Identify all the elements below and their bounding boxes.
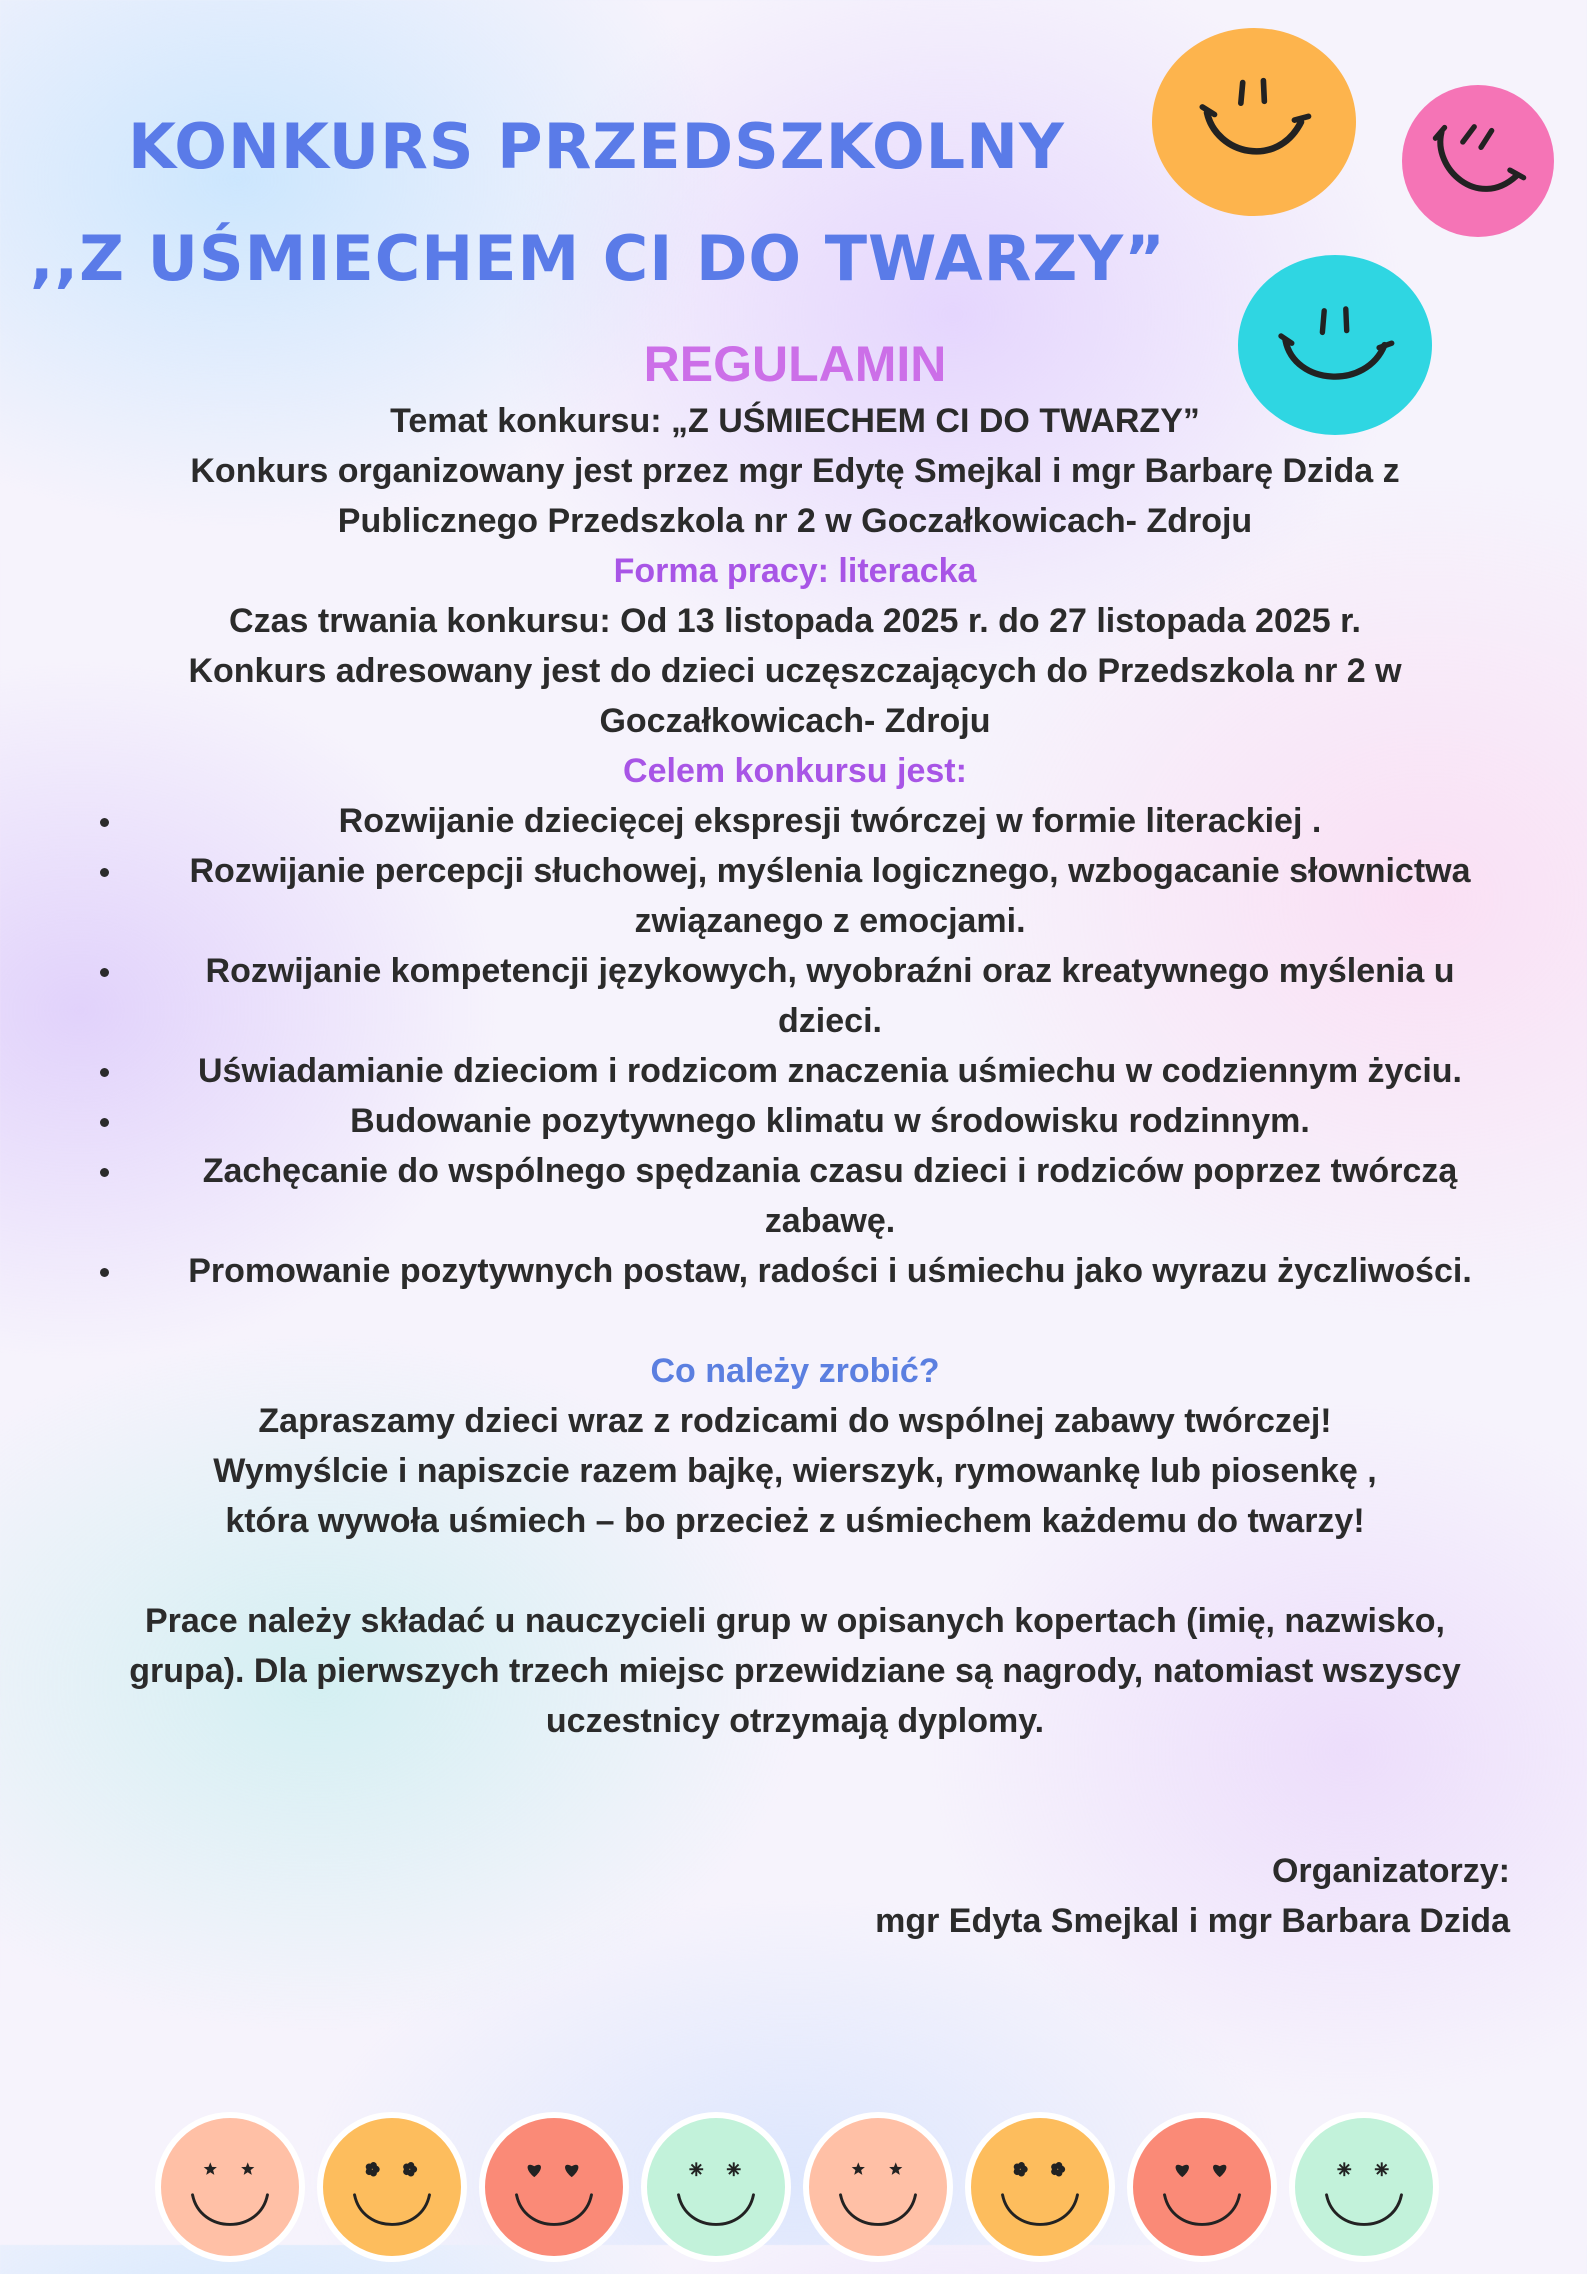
- organized-by: Konkurs organizowany jest przez mgr Edytę Smejkal i mgr Barbarę Dzida z Publicznego Przedszkola nr 2 w Goczałkowicach- Zdroju: [190, 452, 1400, 540]
- target-audience: Konkurs adresowany jest do dzieci uczęszczających do Przedszkola nr 2 w Goczałkowicach- Zdroju: [188, 652, 1402, 740]
- orange-smiley-icon: [1152, 28, 1356, 216]
- goal-item: Zachęcanie do wspólnego spędzania czasu dzieci i rodziców poprzez twórczą zabawę.: [80, 1146, 1510, 1246]
- coral-heart-eyes-smiley-icon: [1127, 2112, 1277, 2262]
- goals-heading: Celem konkursu jest:: [623, 752, 967, 790]
- pink-smiley-icon: [1402, 85, 1554, 237]
- contest-duration: Czas trwania konkursu: Od 13 listopada 2025 r. do 27 listopada 2025 r.: [229, 602, 1361, 640]
- goals-list: [80, 796, 1510, 1296]
- coral-heart-eyes-smiley-icon: [479, 2112, 629, 2262]
- work-form: Forma pracy: literacka: [613, 552, 977, 590]
- goal-item: Budowanie pozytywnego klimatu w środowisku rodzinnym.: [80, 1096, 1510, 1146]
- todo-line: Wymyślcie i napiszcie razem bajkę, wierszyk, rymowankę lub piosenkę ,: [213, 1452, 1377, 1490]
- title-line-2: ,,Z UŚMIECHEM CI DO TWARZY”: [30, 222, 1166, 295]
- organizers-names: mgr Edyta Smejkal i mgr Barbara Dzida: [875, 1902, 1510, 1940]
- todo-heading: Co należy zrobić?: [650, 1352, 940, 1390]
- peach-starry-eyes-smiley-icon: [803, 2112, 953, 2262]
- title-line-1: KONKURS PRZEDSZKOLNY: [128, 110, 1065, 183]
- goal-item: Uświadamianie dzieciom i rodzicom znaczenia uśmiechu w codziennym życiu.: [80, 1046, 1510, 1096]
- organizers-label: Organizatorzy:: [1271, 1852, 1510, 1890]
- orange-flower-eyes-smiley-icon: [317, 2112, 467, 2262]
- orange-flower-eyes-smiley-icon: [965, 2112, 1115, 2262]
- mint-sparkle-eyes-smiley-icon: [1289, 2112, 1439, 2262]
- todo-line: która wywoła uśmiech – bo przecież z uśmiechem każdemu do twarzy!: [225, 1502, 1365, 1540]
- goal-item: Rozwijanie dziecięcej ekspresji twórczej w formie literackiej .: [80, 796, 1510, 846]
- peach-starry-eyes-smiley-icon: [155, 2112, 305, 2262]
- todo-line: Zapraszamy dzieci wraz z rodzicami do wspólnej zabawy twórczej!: [258, 1402, 1332, 1440]
- rules-body: [80, 334, 1510, 1946]
- mint-sparkle-eyes-smiley-icon: [641, 2112, 791, 2262]
- contest-topic: Temat konkursu: „Z UŚMIECHEM CI DO TWARZY”: [390, 402, 1200, 440]
- regulamin-heading: REGULAMIN: [643, 336, 947, 392]
- submission-info: Prace należy składać u nauczycieli grup w opisanych kopertach (imię, nazwisko, grupa). Dla pierwszych trzech miejsc przewidziane są nagrody, natomiast wszyscy uczestnicy otrzymają dyplomy.: [129, 1602, 1461, 1740]
- goal-item: Rozwijanie percepcji słuchowej, myślenia logicznego, wzbogacanie słownictwa związanego z emocjami.: [80, 846, 1510, 946]
- goal-item: Promowanie pozytywnych postaw, radości i uśmiechu jako wyrazu życzliwości.: [80, 1246, 1510, 1296]
- bottom-smiley-row: [155, 2112, 1455, 2274]
- goal-item: Rozwijanie kompetencji językowych, wyobraźni oraz kreatywnego myślenia u dzieci.: [80, 946, 1510, 1046]
